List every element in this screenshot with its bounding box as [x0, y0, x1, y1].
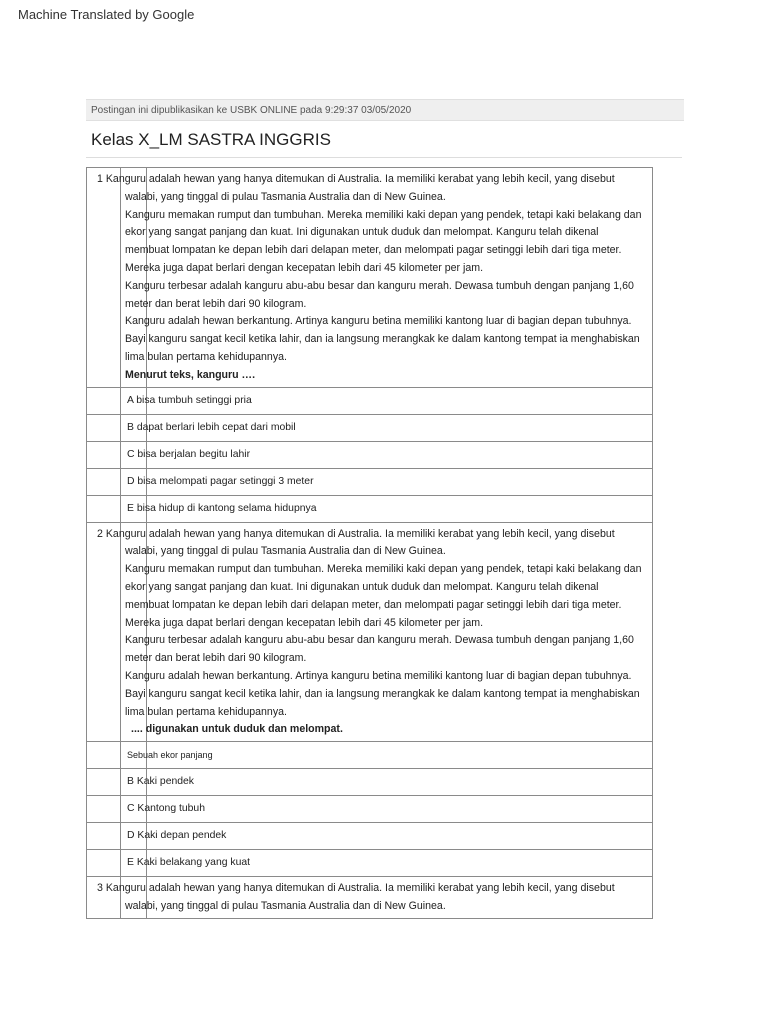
question-1-prompt: Menurut teks, kanguru …. — [125, 368, 256, 381]
answer-option-e[interactable]: E Kaki belakang yang kuat — [87, 849, 652, 876]
title-divider — [86, 157, 682, 158]
question-2-paragraph: Kanguru memakan rumput dan tumbuhan. Mereka memiliki kaki depan yang pendek, tetapi kaki belakang dan ekor yang sangat panjang dan kuat. Ini digunakan untuk duduk dan melompat. Kanguru telah dikenal membuat lompatan ke depan lebih dari delapan meter, dan melompati pagar setinggi lebih dari tiga meter. Mereka juga dapat berlari dengan kecepatan lebih dari 45 kilometer per jam. — [125, 563, 642, 629]
paragraph-text: Kanguru adalah hewan yang hanya ditemukan di Australia. Ia memiliki kerabat yang lebih kecil, yang disebut walabi, yang tinggal di pulau Tasmania Australia dan di New Guinea. — [105, 173, 615, 203]
answer-option-b[interactable]: B dapat berlari lebih cepat dari mobil — [87, 414, 652, 441]
question-table — [86, 167, 653, 919]
question-number: 1 — [97, 173, 103, 185]
question-2-paragraph — [97, 526, 644, 562]
answer-option-d[interactable]: D bisa melompati pagar setinggi 3 meter — [87, 468, 652, 495]
answer-option-d[interactable]: D Kaki depan pendek — [87, 822, 652, 849]
question-3-text — [87, 877, 652, 918]
question-3-paragraph — [97, 880, 644, 916]
question-number: 3 — [97, 882, 103, 895]
question-2-paragraph: Kanguru adalah hewan berkantung. Artinya kanguru betina memiliki kantong luar di bagian depan tubuhnya. Bayi kanguru sangat kecil ketika lahir, dan ia langsung merangkak ke dalam kantong tempat ia menghabiskan lima bulan pertama kehidupannya. — [125, 669, 640, 718]
paragraph-text: Kanguru adalah hewan yang hanya ditemukan di Australia. Ia memiliki kerabat yang lebih kecil, yang disebut walabi, yang tinggal di pulau Tasmania Australia dan di New Guinea. — [105, 882, 615, 912]
question-1-paragraph: Kanguru terbesar adalah kanguru abu-abu besar dan kanguru merah. Dewasa tumbuh dengan panjang 1,60 meter dan berat lebih dari 90 kilogram. — [125, 279, 634, 310]
answer-option-c[interactable]: C Kantong tubuh — [87, 795, 652, 822]
post-info-bar: Postingan ini dipublikasikan ke USBK ONLINE pada 9:29:37 03/05/2020 — [86, 99, 684, 121]
answer-option-e[interactable]: E bisa hidup di kantong selama hidupnya — [87, 495, 652, 522]
answer-option-a[interactable]: A bisa tumbuh setinggi pria — [87, 387, 652, 414]
question-2-prompt: .... digunakan untuk duduk dan melompat. — [131, 723, 343, 736]
question-2-text — [87, 523, 652, 742]
question-2 — [87, 523, 652, 878]
question-1-paragraph: Kanguru memakan rumput dan tumbuhan. Mereka memiliki kaki depan yang pendek, tetapi kaki belakang dan ekor yang sangat panjang dan kuat. Ini digunakan untuk duduk dan melompat. Kanguru telah dikenal membuat lompatan ke depan lebih dari delapan meter, dan melompati pagar setinggi lebih dari tiga meter. Mereka juga dapat berlari dengan kecepatan lebih dari 45 kilometer per jam. — [125, 208, 642, 274]
question-number: 2 — [97, 527, 103, 540]
answer-option-b[interactable]: B Kaki pendek — [87, 768, 652, 795]
question-3 — [87, 877, 652, 918]
paragraph-text: Kanguru adalah hewan yang hanya ditemukan di Australia. Ia memiliki kerabat yang lebih kecil, yang disebut walabi, yang tinggal di pulau Tasmania Australia dan di New Guinea. — [105, 527, 615, 558]
question-1-paragraph: Kanguru adalah hewan berkantung. Artinya kanguru betina memiliki kantong luar di bagian depan tubuhnya. Bayi kanguru sangat kecil ketika lahir, dan ia langsung merangkak ke dalam kantong tempat ia menghabiskan lima bulan pertama kehidupannya. — [125, 315, 640, 363]
question-1-text — [87, 168, 652, 387]
machine-translation-banner: Machine Translated by Google — [18, 7, 195, 22]
question-1-paragraph — [97, 171, 644, 207]
question-1 — [87, 168, 652, 523]
question-2-paragraph: Kanguru terbesar adalah kanguru abu-abu besar dan kanguru merah. Dewasa tumbuh dengan panjang 1,60 meter dan berat lebih dari 90 kilogram. — [125, 634, 634, 665]
answer-option-c[interactable]: C bisa berjalan begitu lahir — [87, 441, 652, 468]
page-title: Kelas X_LM SASTRA INGGRIS — [91, 130, 331, 149]
answer-option-a[interactable]: Sebuah ekor panjang — [87, 741, 652, 768]
